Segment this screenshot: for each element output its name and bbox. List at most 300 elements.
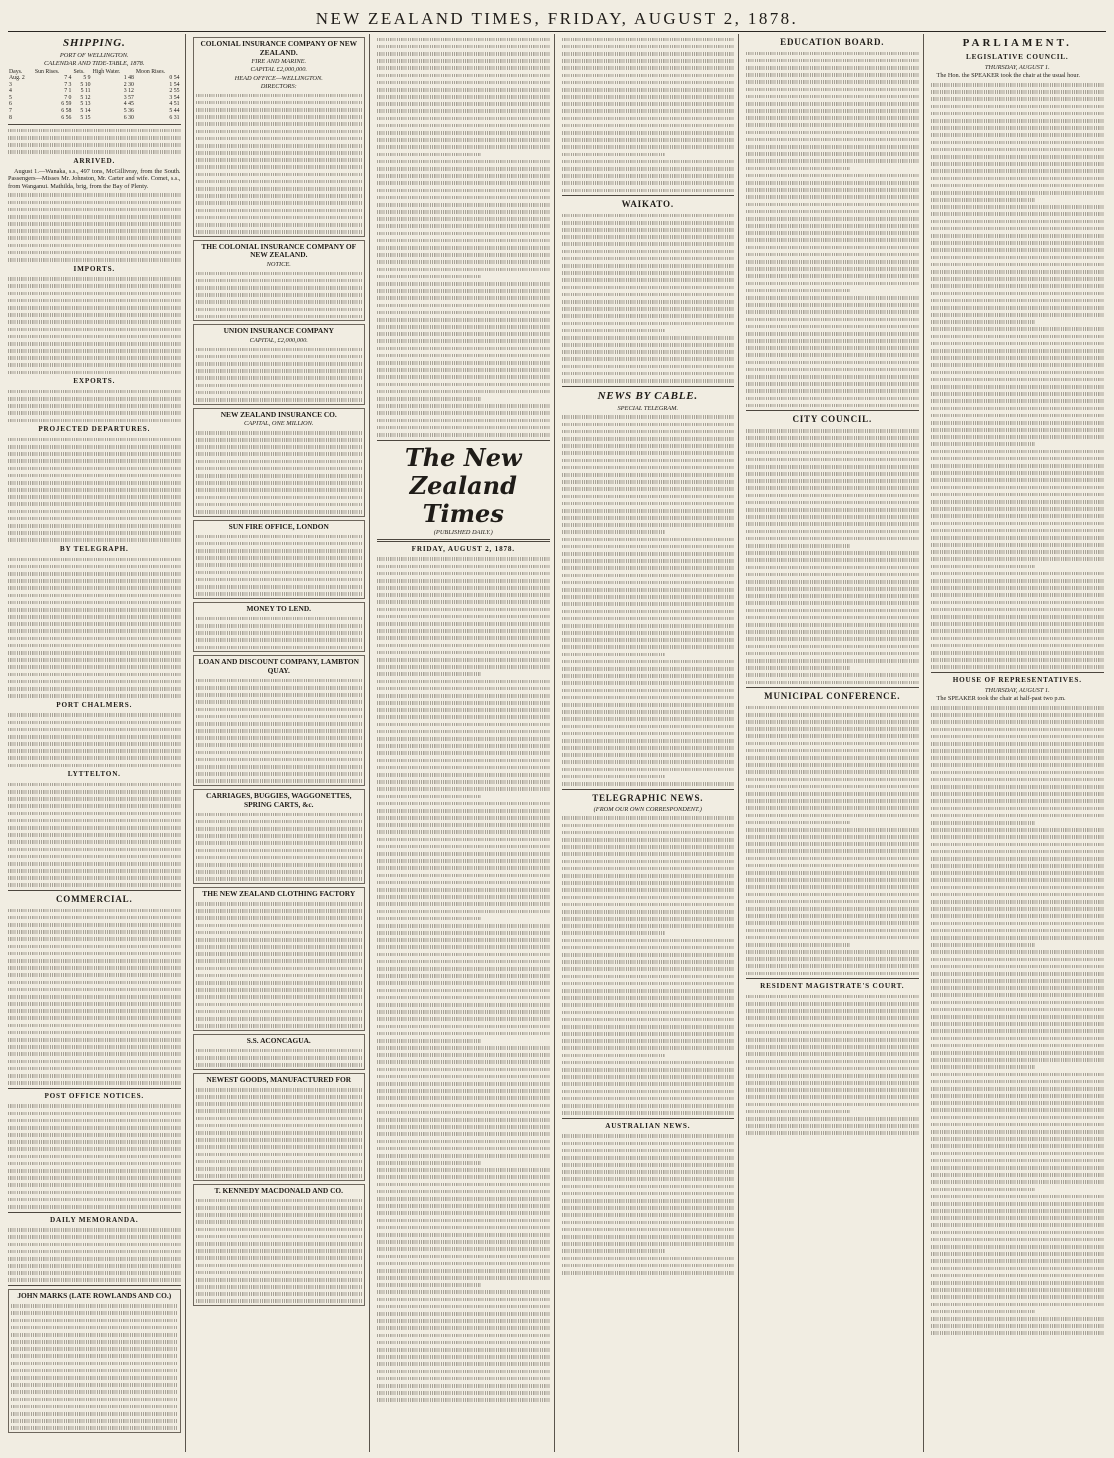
text-line [562, 329, 666, 333]
text-line [746, 637, 919, 641]
municipal-conference-heading: MUNICIPAL CONFERENCE. [764, 691, 901, 702]
text-line [562, 307, 735, 311]
text-line [931, 90, 1105, 94]
body-text-block [746, 429, 919, 684]
text-line [746, 1060, 919, 1064]
tide-cell: 5 13 [80, 101, 91, 108]
text-line [931, 392, 1105, 396]
text-line [746, 274, 919, 278]
text-line [931, 749, 1105, 753]
text-line [377, 1161, 481, 1165]
text-line [746, 224, 919, 228]
advert-carriages [193, 789, 366, 884]
text-line [377, 888, 550, 892]
text-line [562, 264, 735, 268]
text-line [377, 1053, 550, 1057]
tide-cell: 6 [9, 101, 12, 108]
text-line [562, 1192, 735, 1196]
text-line [377, 945, 550, 949]
text-line [562, 910, 735, 914]
text-line [562, 975, 735, 979]
text-line [562, 824, 735, 828]
text-line [377, 153, 481, 157]
text-line [377, 1147, 550, 1151]
text-line [377, 859, 550, 863]
text-line [931, 799, 1105, 803]
text-line [931, 299, 1105, 303]
tide-cell: 5 12 [80, 94, 91, 101]
text-line [377, 816, 550, 820]
text-line [377, 268, 550, 272]
text-line [562, 816, 735, 820]
text-line [377, 390, 550, 394]
body-text-block [562, 38, 735, 193]
text-line [931, 1259, 1105, 1263]
text-line [746, 1124, 919, 1128]
text-line [746, 566, 919, 570]
text-line [931, 735, 1105, 739]
text-line [377, 167, 550, 171]
tide-cell: 3 54 [169, 94, 180, 101]
text-line [562, 167, 735, 171]
text-line [562, 739, 735, 743]
text-line [931, 622, 1105, 626]
text-line [746, 267, 919, 271]
tide-cell: 7 1 [64, 88, 72, 95]
text-line [931, 1123, 1105, 1127]
advert-subtitle: FIRE AND MARINE. [251, 58, 307, 65]
text-line [931, 112, 1105, 116]
text-line [562, 953, 735, 957]
text-line [377, 404, 550, 408]
text-line [562, 66, 735, 70]
text-line [377, 651, 550, 655]
tide-row [8, 115, 181, 122]
text-line [377, 52, 550, 56]
text-line [931, 428, 1105, 432]
text-line [931, 771, 1105, 775]
text-line [931, 644, 1105, 648]
section-title-shipping: SHIPPING. [62, 37, 126, 49]
text-line [377, 59, 550, 63]
text-line [562, 257, 735, 261]
advert-title: S.S. ACONCAGUA. [246, 1035, 311, 1045]
text-line [377, 636, 550, 640]
body-text-block [377, 557, 550, 1402]
text-line [746, 116, 919, 120]
text-line [377, 960, 550, 964]
text-line [931, 1080, 1105, 1084]
text-line [931, 615, 1105, 619]
text-line [746, 907, 919, 911]
text-line [746, 389, 919, 393]
text-line [377, 433, 550, 437]
text-line [562, 459, 735, 463]
text-line [562, 896, 735, 900]
text-line [377, 600, 550, 604]
text-line [931, 922, 1105, 926]
arrived-heading: ARRIVED. [73, 157, 116, 165]
text-line [746, 1038, 919, 1042]
text-line [377, 1362, 550, 1366]
published-daily: (PUBLISHED DAILY.) [433, 528, 493, 536]
text-line [746, 66, 919, 70]
text-line [746, 623, 919, 627]
text-line [931, 306, 1105, 310]
text-line [931, 169, 1105, 173]
text-line [562, 917, 735, 921]
text-line [562, 667, 735, 671]
text-line [377, 751, 550, 755]
text-line [746, 131, 919, 135]
text-line [562, 989, 735, 993]
text-line [562, 545, 735, 549]
text-line [931, 97, 1105, 101]
dateline: FRIDAY, AUGUST 2, 1878. [411, 544, 515, 553]
advert-colonial-notice [193, 240, 366, 322]
advert-loan-discount [193, 655, 366, 786]
text-line [377, 1334, 550, 1338]
text-line [562, 117, 735, 121]
hr-date: THURSDAY, AUGUST 1. [984, 686, 1050, 694]
text-line [377, 608, 550, 612]
text-line [377, 1312, 550, 1316]
text-line [746, 181, 919, 185]
text-line [562, 939, 735, 943]
text-line [931, 958, 1105, 962]
text-line [377, 1096, 550, 1100]
text-line [931, 665, 1105, 669]
tide-cell: 2 55 [169, 88, 180, 95]
news-by-cable-heading: NEWS BY CABLE. [597, 389, 698, 402]
text-line [562, 768, 735, 772]
text-line [931, 543, 1105, 547]
text-line [931, 586, 1105, 590]
advert-title: SUN FIRE OFFICE, LONDON [228, 521, 329, 531]
text-line [377, 1125, 550, 1129]
text-line [931, 83, 1105, 87]
advert-title: NEW ZEALAND INSURANCE CO. [220, 409, 337, 419]
text-line [562, 278, 735, 282]
text-line [746, 871, 919, 875]
text-line [931, 248, 1105, 252]
text-line [562, 293, 735, 297]
text-line [562, 624, 735, 628]
text-line [931, 1188, 1035, 1192]
tide-cell: 5 44 [169, 108, 180, 115]
text-line [377, 419, 550, 423]
text-line [377, 1175, 550, 1179]
text-line [746, 921, 919, 925]
text-line [377, 1255, 550, 1259]
text-line [562, 1163, 735, 1167]
advert-money-to-lend [193, 602, 366, 652]
text-line [377, 354, 550, 358]
text-line [562, 95, 735, 99]
text-line [931, 148, 1105, 152]
text-line [746, 52, 919, 56]
text-line [377, 239, 550, 243]
text-line [562, 638, 735, 642]
body-text-block [746, 52, 919, 408]
text-line [377, 1226, 550, 1230]
tide-cell: 3 [9, 81, 12, 88]
text-line [746, 706, 919, 710]
text-line [746, 246, 919, 250]
text-line [377, 881, 550, 885]
text-line [746, 616, 919, 620]
text-line [562, 1206, 735, 1210]
text-line [931, 270, 1105, 274]
text-line [377, 665, 550, 669]
arrived-text: August 1.—Wanaka, s.s., 497 tons, McGillivray, from the South. Passengers—Misses Mr. Johnston, Mr. Carter and wife. Comet, s.s., from Wanganui. Mathilda, brig, from the Bay of Plenty. [8, 168, 181, 190]
text-line [746, 659, 919, 663]
text-line [562, 710, 735, 714]
text-line [931, 442, 1035, 446]
text-line [377, 275, 481, 279]
text-line [931, 342, 1105, 346]
text-line [377, 1276, 550, 1280]
text-line [746, 1117, 919, 1121]
text-line [931, 565, 1035, 569]
text-line [377, 557, 550, 561]
text-line [377, 895, 550, 899]
text-line [562, 831, 735, 835]
text-line [746, 231, 919, 235]
resident-magistrate-heading: RESIDENT MAGISTRATE'S COURT. [760, 982, 905, 991]
text-line [562, 286, 735, 290]
text-line [931, 1073, 1105, 1077]
text-line [377, 924, 550, 928]
tide-row [8, 82, 181, 89]
text-line [931, 1130, 1105, 1134]
text-line [377, 615, 550, 619]
text-line [562, 1149, 735, 1153]
text-line [931, 320, 1035, 324]
text-line [562, 631, 735, 635]
text-line [562, 1134, 735, 1138]
text-line [746, 296, 919, 300]
text-line [562, 1068, 735, 1072]
text-line [931, 843, 1105, 847]
text-line [931, 349, 1105, 353]
text-line [377, 1290, 550, 1294]
tide-cell: 4 45 [123, 101, 134, 108]
text-line [931, 220, 1105, 224]
text-line [562, 52, 735, 56]
text-line [931, 1310, 1035, 1314]
text-line [377, 1111, 550, 1115]
text-line [746, 537, 919, 541]
text-line [562, 45, 735, 49]
text-line [746, 339, 919, 343]
text-line [377, 160, 550, 164]
text-line [931, 1231, 1105, 1235]
text-line [377, 981, 550, 985]
text-line [377, 989, 550, 993]
tide-cell: 4 51 [169, 101, 180, 108]
text-line [746, 893, 919, 897]
text-line [746, 109, 919, 113]
text-line [562, 696, 735, 700]
column-6 [929, 34, 1109, 1452]
text-line [931, 1022, 1105, 1026]
text-line [931, 1065, 1035, 1069]
text-line [562, 1249, 666, 1253]
text-line [377, 102, 550, 106]
text-line [562, 653, 666, 657]
text-line [377, 845, 550, 849]
imports-heading: IMPORTS. [73, 264, 115, 273]
text-line [746, 217, 919, 221]
text-line [746, 828, 919, 832]
text-line [746, 778, 919, 782]
advert-john-marks [8, 1289, 181, 1433]
text-line [377, 145, 550, 149]
text-line [746, 289, 850, 293]
text-line [931, 950, 1105, 954]
text-line [377, 773, 550, 777]
text-line [377, 38, 550, 42]
text-line [562, 1075, 735, 1079]
text-line [931, 742, 1105, 746]
text-line [931, 965, 1105, 969]
text-line [746, 1052, 919, 1056]
text-line [931, 1137, 1105, 1141]
text-line [746, 630, 919, 634]
text-line [931, 1144, 1105, 1148]
text-line [931, 1331, 1105, 1335]
text-line [562, 960, 735, 964]
tide-header-cell: Moon Rises. [135, 68, 166, 75]
text-line [562, 1039, 735, 1043]
text-line [931, 850, 1105, 854]
column-1 [6, 34, 186, 1452]
text-line [931, 720, 1105, 724]
text-line [377, 744, 550, 748]
text-line [377, 823, 550, 827]
text-line [562, 1185, 735, 1189]
advert-title: COLONIAL INSURANCE COMPANY OF NEW ZEALAND. [200, 39, 358, 57]
text-line [377, 196, 550, 200]
tide-cell: 7 [9, 108, 12, 115]
tide-cell: 5 14 [80, 108, 91, 115]
text-line [562, 1156, 735, 1160]
text-line [746, 429, 919, 433]
text-line [746, 174, 919, 178]
text-line [746, 835, 919, 839]
text-line [377, 253, 550, 257]
text-line [931, 706, 1105, 710]
text-line [931, 284, 1105, 288]
text-line [377, 1219, 550, 1223]
text-line [931, 1008, 1105, 1012]
text-line [931, 155, 1105, 159]
text-line [746, 95, 919, 99]
text-line [562, 1242, 735, 1246]
text-line [562, 610, 735, 614]
text-line [931, 929, 1105, 933]
text-line [931, 814, 1105, 818]
text-line [377, 45, 550, 49]
advert-capital: CAPITAL, ONE MILLION. [244, 420, 314, 428]
text-line [562, 1142, 735, 1146]
text-line [562, 181, 735, 185]
text-line [377, 1197, 550, 1201]
text-line [746, 145, 919, 149]
text-line [562, 160, 735, 164]
text-line [377, 967, 550, 971]
text-line [931, 1029, 1105, 1033]
tide-table-subtitle: CALENDAR AND TIDE-TABLE, 1878. [44, 60, 145, 68]
text-line [746, 609, 919, 613]
text-line [377, 1283, 481, 1287]
text-line [746, 734, 919, 738]
special-telegram: SPECIAL TELEGRAM. [617, 404, 679, 412]
text-line [746, 375, 919, 379]
text-line [562, 775, 666, 779]
text-line [746, 501, 919, 505]
text-line [377, 181, 550, 185]
text-line [746, 799, 919, 803]
text-line [562, 881, 735, 885]
text-line [377, 375, 550, 379]
text-line [377, 866, 550, 870]
text-line [377, 737, 550, 741]
text-line [377, 1247, 550, 1251]
text-line [562, 689, 735, 693]
tide-header-cell: High Water. [92, 68, 121, 75]
parliament-heading: PARLIAMENT. [962, 37, 1072, 49]
tide-row [8, 101, 181, 108]
text-line [377, 802, 550, 806]
text-line [562, 1025, 735, 1029]
text-line [377, 874, 550, 878]
text-line [746, 368, 919, 372]
text-line [562, 88, 735, 92]
text-line [377, 996, 550, 1000]
text-line [562, 566, 735, 570]
text-line [377, 1046, 550, 1050]
text-line [746, 88, 919, 92]
text-line [931, 792, 1105, 796]
body-text-block [562, 1134, 735, 1274]
text-line [562, 430, 735, 434]
text-line [931, 119, 1105, 123]
text-line [746, 59, 919, 63]
text-line [377, 1082, 550, 1086]
hr-opening: The SPEAKER took the chair at half-past two p.m. [936, 695, 1066, 703]
text-line [746, 353, 919, 357]
text-line [562, 746, 735, 750]
text-line [562, 1104, 735, 1108]
text-line [377, 1370, 550, 1374]
text-line [746, 742, 919, 746]
body-text-block [746, 706, 919, 976]
advert-title: T. KENNEDY MACDONALD AND CO. [214, 1185, 343, 1195]
text-line [746, 188, 919, 192]
text-line [746, 530, 919, 534]
text-line [377, 795, 481, 799]
text-line [562, 1170, 735, 1174]
text-line [931, 1274, 1105, 1278]
text-line [746, 806, 919, 810]
text-line [562, 138, 735, 142]
text-line [931, 327, 1105, 331]
text-line [562, 674, 735, 678]
text-line [377, 296, 550, 300]
text-line [931, 907, 1105, 911]
